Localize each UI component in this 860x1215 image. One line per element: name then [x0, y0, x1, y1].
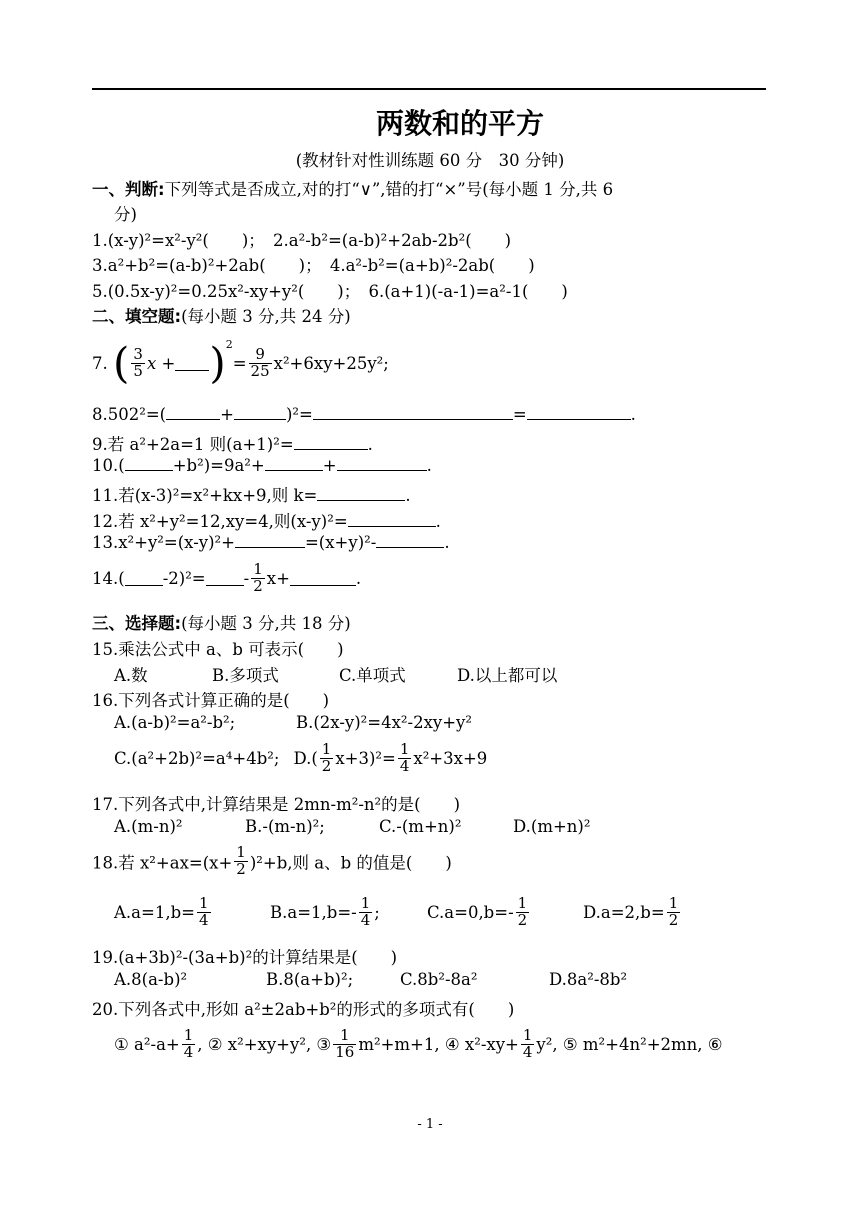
q10-blank-3[interactable] [337, 456, 427, 471]
q18-options [114, 896, 682, 929]
q7-fraction: $\frac{3}{5}$ [133, 345, 143, 380]
page-subtitle: (教材针对性训练题 60 分 30 分钟) [295, 151, 565, 170]
page-title: 两数和的平方 [375, 107, 544, 140]
question-19: 19.(a+3b)²-(3a+b)²的计算结果是( ) [92, 948, 398, 967]
section3-intro-text: (每小题 3 分,共 18 分) [181, 614, 351, 633]
q17-option-c[interactable]: C.-(m+n)² [379, 817, 462, 836]
q20-items: ① a²-a+ $\frac{1}{4}$ , ② x²+xy+y², ③ $\frac{1}{16}$ m²+m+1, ④ x²-xy+ $\frac{1}{4}$ y², ⑤ m²+4n²+2mn, ⑥ [114, 1026, 723, 1061]
section1-intro-text: 下列等式是否成立,对的打“∨”,错的打“×”号(每小题 1 分,共 6 [164, 180, 614, 199]
q17-option-d[interactable]: D.(m+n)² [513, 817, 591, 836]
q19-option-d[interactable]: D.8a²-8b² [549, 970, 628, 989]
q11-blank[interactable] [317, 486, 405, 501]
q18-option-b[interactable]: B.a=1,b=- $\frac{1}{4}$ ; [270, 894, 380, 929]
question-14: 14.( -2)²= - $\frac{1}{2}$ x+ . [92, 560, 362, 595]
section1-heading: 一、判断: [92, 180, 165, 199]
q17-options [114, 817, 590, 836]
q16-options-cd [114, 742, 487, 775]
q15-option-d[interactable]: D.以上都可以 [457, 666, 558, 685]
q8-blank-4[interactable] [527, 405, 631, 420]
q14-blank-2[interactable] [206, 571, 244, 586]
question-3-4: 3.a²+b²=(a-b)²+2ab( )； 4.a²-b²=(a+b)²-2ab( ) [92, 256, 535, 275]
q8-blank-3[interactable] [313, 405, 513, 420]
question-7: 7. ( $\frac{3}{5}$ x + )$^2$= $\frac{9}{25}$ x²+6xy+25y²; [92, 338, 389, 388]
question-17: 17.下列各式中,计算结果是 2mn-m²-n²的是( ) [92, 795, 461, 814]
q7-close-paren: ) [209, 338, 226, 388]
q19-option-b[interactable]: B.8(a+b)²; [266, 970, 354, 989]
q7-rhs-fraction: $\frac{9}{25}$ [250, 345, 270, 380]
question-20: 20.下列各式中,形如 a²±2ab+b²的形式的多项式有( ) [92, 1000, 515, 1019]
q15-option-a[interactable]: A.数 [114, 666, 148, 685]
question-9: 9.若 a²+2a=1 则(a+1)²= . [92, 435, 373, 454]
q15-option-c[interactable]: C.单项式 [339, 666, 406, 685]
section1-intro [92, 176, 613, 200]
q8-blank-2[interactable] [234, 405, 286, 420]
q16-option-b[interactable]: B.(2x-y)²=4x²-2xy+y² [296, 713, 472, 732]
q7-rest: x²+6xy+25y²; [273, 354, 389, 373]
q14-blank-1[interactable] [125, 571, 163, 586]
question-1-2: 1.(x-y)²=x²-y²( )； 2.a²-b²=(a-b)²+2ab-2b²( ) [92, 231, 512, 250]
q10-blank-2[interactable] [265, 456, 323, 471]
q9-blank[interactable] [294, 435, 368, 450]
section1-intro-cont: 分) [114, 205, 137, 224]
q7-var: x + [146, 354, 176, 373]
question-18: 18.若 x²+ax=(x+ $\frac{1}{2}$ )²+b,则 a、b 的值是( ) [92, 843, 452, 878]
top-rule [92, 88, 766, 90]
q18-option-d[interactable]: D.a=2,b= $\frac{1}{2}$ [583, 894, 679, 929]
q16-option-a[interactable]: A.(a-b)²=a²-b²; [114, 713, 236, 732]
section2-intro [92, 303, 351, 327]
q17-option-a[interactable]: A.(m-n)² [114, 817, 183, 836]
q17-option-b[interactable]: B.-(m-n)²; [245, 817, 325, 836]
page-number: - 1 - [417, 1117, 443, 1132]
q10-blank-1[interactable] [125, 456, 173, 471]
q13-blank-2[interactable] [376, 533, 444, 548]
q15-options [114, 662, 557, 686]
q14-blank-3[interactable] [290, 571, 356, 586]
question-8: 8.502²=( + )²= = . [92, 405, 636, 424]
q7-open-paren: ( [113, 338, 130, 388]
q16-options-ab [114, 713, 472, 732]
section2-intro-text: (每小题 3 分,共 24 分) [181, 307, 351, 326]
q16-option-c[interactable]: C.(a²+2b)²=a⁴+4b²; [114, 748, 280, 768]
q7-number: 7. [92, 354, 108, 373]
question-5-6: 5.(0.5x-y)²=0.25x²-xy+y²( )； 6.(a+1)(-a-1)=a²-1( ) [92, 282, 568, 301]
q14-fraction: $\frac{1}{2}$ [253, 560, 263, 595]
q19-options [114, 970, 627, 989]
q12-blank[interactable] [348, 512, 436, 527]
q15-option-b[interactable]: B.多项式 [212, 666, 279, 685]
section2-heading: 二、填空题: [92, 307, 182, 326]
q18-option-c[interactable]: C.a=0,b=- $\frac{1}{2}$ [427, 894, 528, 929]
section3-heading: 三、选择题: [92, 614, 182, 633]
q13-blank-1[interactable] [235, 533, 305, 548]
q18-option-a[interactable]: A.a=1,b= $\frac{1}{4}$ [114, 894, 209, 929]
q16-option-d[interactable]: D.( $\frac{1}{2}$ x+3)²= $\frac{1}{4}$ x²+3x+9 [293, 740, 488, 775]
section3-intro [92, 610, 351, 634]
question-12: 12.若 x²+y²=12,xy=4,则(x-y)²= . [92, 512, 441, 531]
question-13: 13.x²+y²=(x-y)²+ =(x+y)²- . [92, 533, 450, 552]
q8-blank-1[interactable] [166, 405, 220, 420]
question-10: 10.( +b²)=9a²+ + . [92, 456, 432, 475]
q7-blank[interactable] [175, 356, 209, 371]
q19-option-c[interactable]: C.8b²-8a² [400, 970, 478, 989]
q19-option-a[interactable]: A.8(a-b)² [114, 970, 188, 989]
question-16: 16.下列各式计算正确的是( ) [92, 691, 330, 710]
question-11: 11.若(x-3)²=x²+kx+9,则 k= . [92, 486, 411, 505]
question-15: 15.乘法公式中 a、b 可表示( ) [92, 640, 344, 659]
